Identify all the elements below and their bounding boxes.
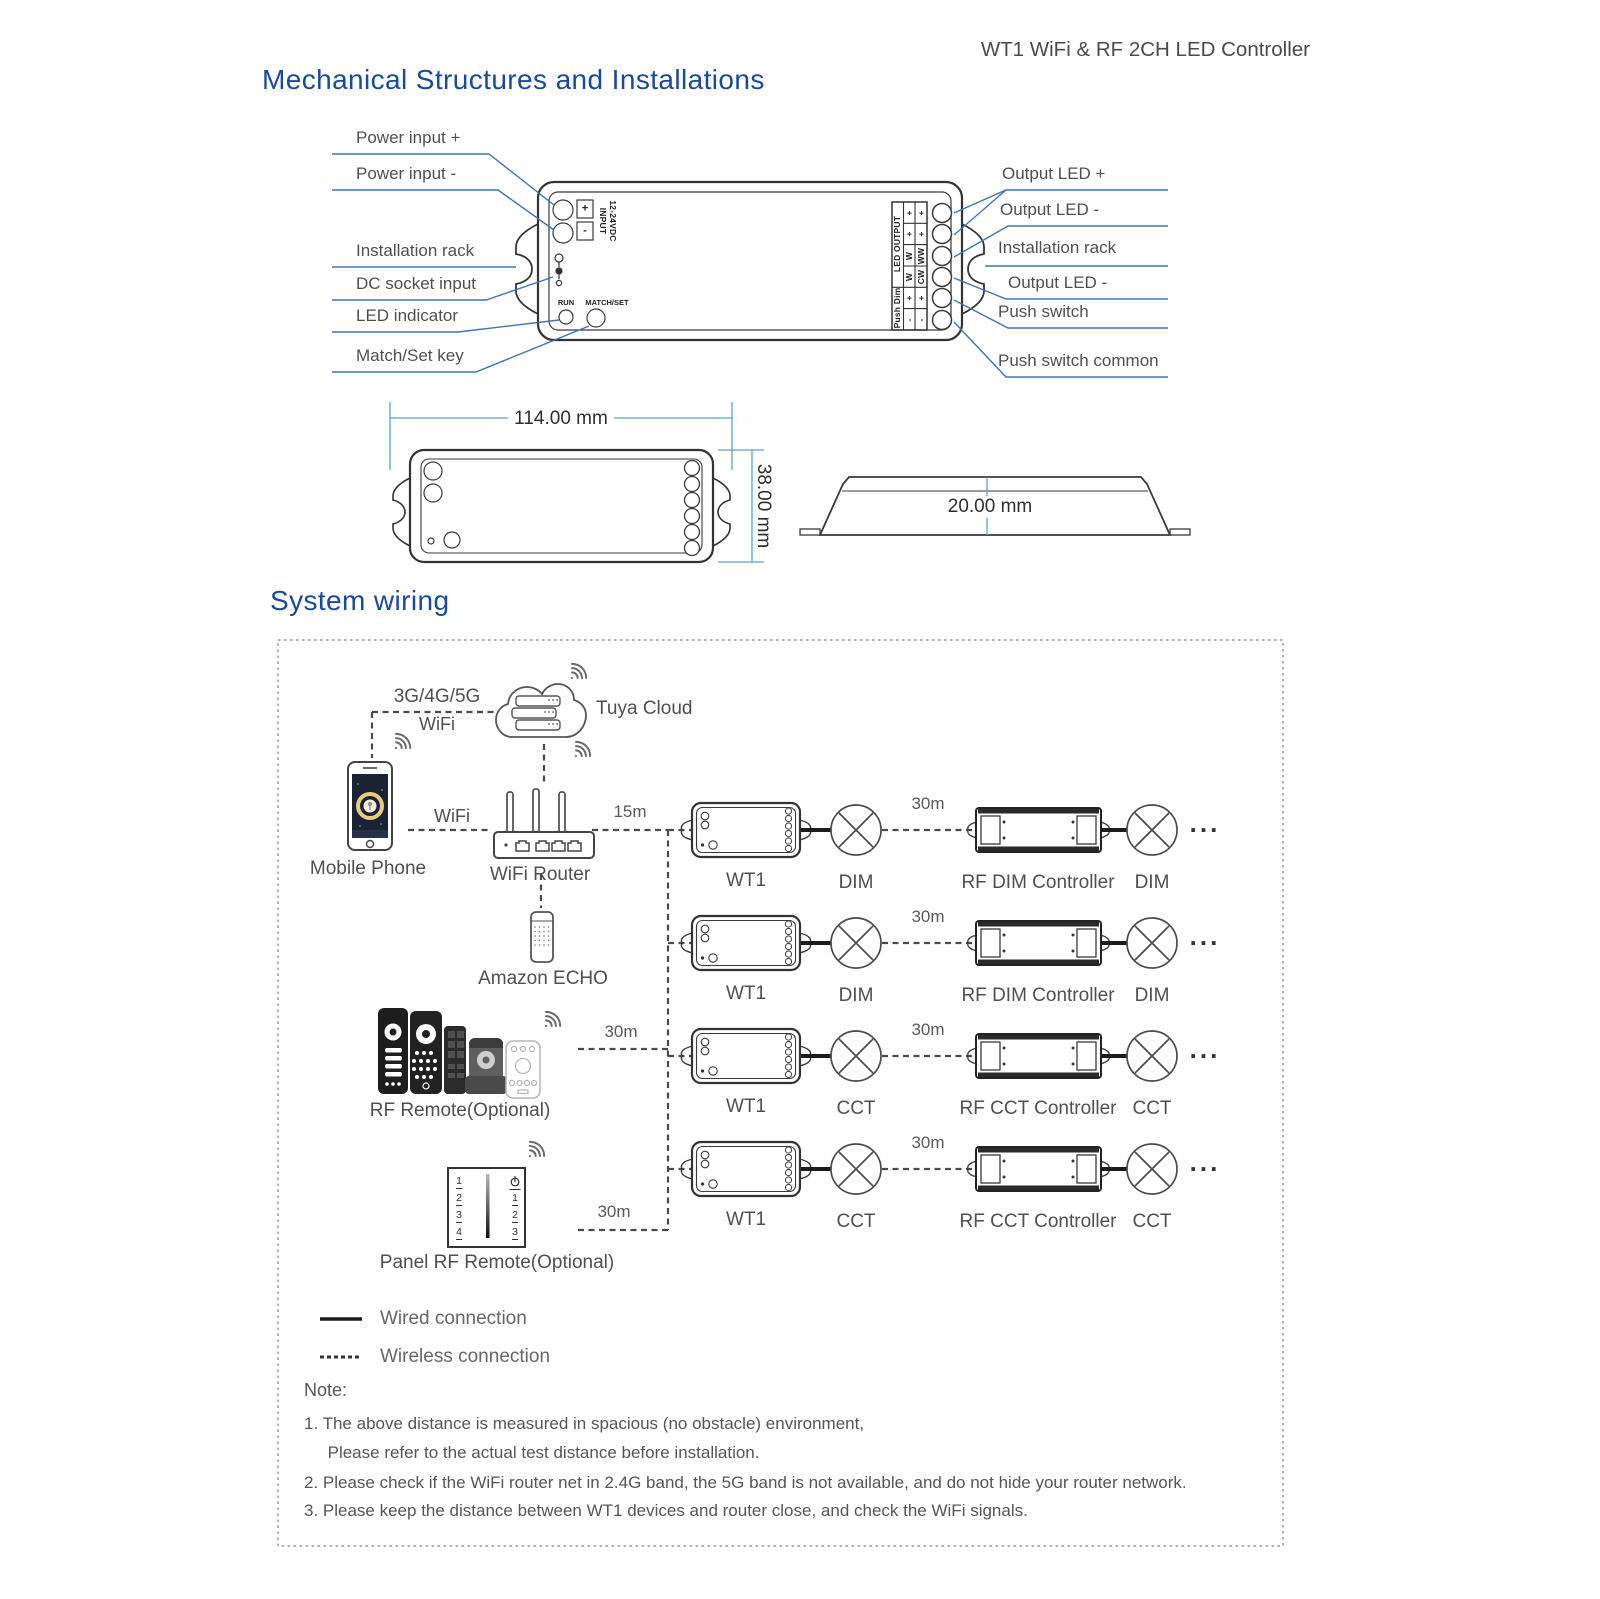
row3-distance: 30m <box>911 1020 945 1039</box>
width-dimension: 114.00 mm <box>508 408 614 430</box>
label-led-indicator: LED indicator <box>356 306 459 325</box>
label-installation-rack-left: Installation rack <box>356 241 475 260</box>
label-panel-rf-remote: Panel RF Remote(Optional) <box>379 1252 615 1273</box>
terminal-mark: W <box>903 251 914 260</box>
row3-controller-label: RF CCT Controller <box>959 1098 1117 1119</box>
note-item-1: 1. The above distance is measured in spacious (no obstacle) environment, <box>304 1414 865 1433</box>
terminal-mark: WW <box>915 247 926 264</box>
tuya-cloud-icon <box>496 684 586 737</box>
panel-key-3: 3 <box>456 1209 462 1221</box>
height-dimension: 38.00 mm <box>752 463 774 549</box>
rf-remotes-icon <box>378 1008 540 1098</box>
row4-device-label: WT1 <box>725 1209 767 1230</box>
label-push-switch: Push switch <box>998 302 1089 321</box>
terminal-mark: + <box>915 231 926 237</box>
row3-lamp2-label: CCT <box>1132 1098 1172 1119</box>
label-power-input-minus: Power input - <box>356 164 457 183</box>
label-rf-remote: RF Remote(Optional) <box>369 1100 551 1121</box>
row2-device-label: WT1 <box>725 983 767 1004</box>
input-text: INPUT <box>597 207 608 235</box>
label-mobile-phone: Mobile Phone <box>309 858 427 879</box>
label-installation-rack-right: Installation rack <box>998 238 1117 257</box>
row1-lamp2-label: DIM <box>1134 872 1170 893</box>
power-terminal-minus <box>553 223 573 243</box>
row4-controller-label: RF CCT Controller <box>959 1211 1117 1232</box>
terminal-mark: + <box>915 295 926 301</box>
note-item-2: 2. Please check if the WiFi router net in 2.4G band, the 5G band is not available, and do not hide your router network. <box>304 1473 1187 1492</box>
row4-lamp1-label: CCT <box>836 1211 876 1232</box>
terminal-mark: CW <box>915 269 926 285</box>
run-led <box>559 310 573 324</box>
row3-lamp1-label: CCT <box>836 1098 876 1119</box>
row1-ellipsis: ... <box>1189 808 1221 838</box>
row2-lamp1-label: DIM <box>838 985 874 1006</box>
label-wifi-link: WiFi <box>434 806 470 826</box>
mobile-phone-icon <box>348 762 392 850</box>
row2-lamp2-label: DIM <box>1134 985 1170 1006</box>
depth-dimension: 20.00 mm <box>942 496 1038 518</box>
label-push-switch-common: Push switch common <box>998 351 1159 370</box>
note-title: Note: <box>304 1380 348 1400</box>
input-plus-mark: + <box>581 202 589 215</box>
row2-controller-label: RF DIM Controller <box>961 985 1115 1006</box>
input-minus-mark: - <box>583 224 587 237</box>
note-item-3: 3. Please keep the distance between WT1 devices and router close, and check the WiFi signals. <box>304 1501 1028 1520</box>
label-net-wifi: WiFi <box>419 714 455 734</box>
label-power-input-plus: Power input + <box>356 128 461 147</box>
panel-key-r1: 1 <box>512 1192 518 1204</box>
panel-key-1: 1 <box>456 1175 462 1187</box>
panel-key-r3: 3 <box>512 1226 518 1238</box>
legend-wireless: Wireless connection <box>380 1346 551 1367</box>
legend-wired: Wired connection <box>380 1308 527 1329</box>
label-30m-remote: 30m <box>604 1022 638 1041</box>
row4-distance: 30m <box>911 1133 945 1152</box>
row4-lamp2-label: CCT <box>1132 1211 1172 1232</box>
mechanical-section-title: Mechanical Structures and Installations <box>262 64 765 95</box>
wifi-router-icon <box>494 789 594 858</box>
label-match-set-key: Match/Set key <box>356 346 464 365</box>
label-output-led-minus-2: Output LED - <box>1008 273 1108 292</box>
row4-ellipsis: ... <box>1189 1147 1221 1177</box>
label-wifi-router: WiFi Router <box>489 864 591 885</box>
row1-controller-label: RF DIM Controller <box>961 872 1115 893</box>
label-output-led-minus-1: Output LED - <box>1000 200 1100 219</box>
row2-ellipsis: ... <box>1189 921 1221 951</box>
row1-lamp1-label: DIM <box>838 872 874 893</box>
terminal-mark: + <box>903 295 914 301</box>
wiring-section-title: System wiring <box>270 585 450 616</box>
row3-device-label: WT1 <box>725 1096 767 1117</box>
match-set-button <box>587 309 605 327</box>
label-30m-panel: 30m <box>597 1202 631 1221</box>
power-terminal-plus <box>553 200 573 220</box>
label-tuya-cloud: Tuya Cloud <box>596 698 693 719</box>
terminal-mark: + <box>903 210 914 216</box>
run-text: RUN <box>557 298 575 307</box>
amazon-echo-icon <box>531 912 553 962</box>
terminal-mark: + <box>903 231 914 237</box>
terminal-mark: - <box>903 317 914 322</box>
page-header: WT1 WiFi & RF 2CH LED Controller <box>980 38 1310 61</box>
push-dim-text: Push Dim <box>891 287 902 329</box>
label-15m: 15m <box>613 802 647 821</box>
label-output-led-plus: Output LED + <box>1002 164 1106 183</box>
terminal-mark: W <box>903 272 914 282</box>
terminal-mark: - <box>915 317 926 322</box>
note-item-1b: Please refer to the actual test distance before installation. <box>304 1443 760 1462</box>
input-voltage-text: 12-24VDC <box>607 200 618 242</box>
row2-distance: 30m <box>911 907 945 926</box>
row1-device-label: WT1 <box>725 870 767 891</box>
terminal-mark: + <box>915 210 926 216</box>
panel-key-4: 4 <box>456 1226 462 1238</box>
led-output-text: LED OUTPUT <box>891 215 902 273</box>
controller-front-view <box>393 450 730 562</box>
panel-key-2: 2 <box>456 1192 462 1204</box>
label-amazon-echo: Amazon ECHO <box>478 968 608 989</box>
match-set-text: MATCH/SET <box>585 298 629 307</box>
label-3g4g5g: 3G/4G/5G <box>393 686 481 707</box>
row3-ellipsis: ... <box>1189 1034 1221 1064</box>
label-dc-socket-input: DC socket input <box>356 274 476 293</box>
row1-distance: 30m <box>911 794 945 813</box>
panel-key-r2: 2 <box>512 1209 518 1221</box>
